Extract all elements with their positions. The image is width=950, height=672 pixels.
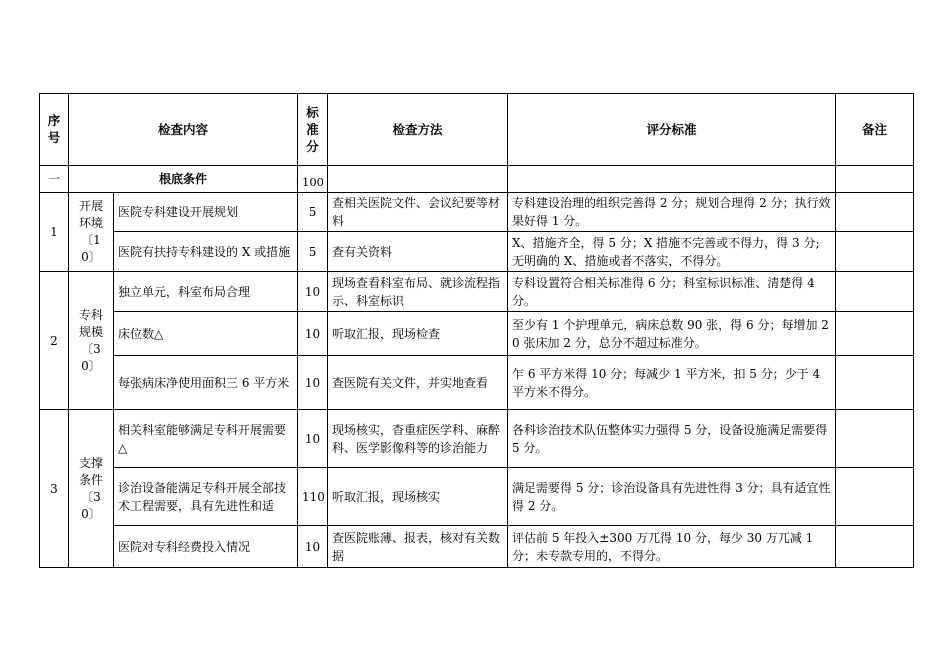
item-score: 10 <box>298 410 328 468</box>
item-note <box>836 468 914 526</box>
item-method: 查医院有关文件，并实地查看 <box>328 356 508 410</box>
item-method: 现场查看科室布局、就诊流程指示、科室标识 <box>328 272 508 312</box>
base-seq: 一 <box>40 166 69 193</box>
item-score: 5 <box>298 232 328 272</box>
table-row <box>40 356 914 410</box>
table-row <box>40 312 914 356</box>
item-score: 10 <box>298 526 328 568</box>
group-category: 专科规模〔30〕 <box>69 272 114 410</box>
item-criteria: 满足需要得 5 分；诊治设备具有先进性得 3 分；具有适宜性得 2 分。 <box>508 468 836 526</box>
group-seq: 3 <box>40 410 69 568</box>
item-text: 床位数△ <box>114 312 298 356</box>
base-title: 根底条件 <box>69 166 298 193</box>
item-criteria: 至少有 1 个护理单元，病床总数 90 张，得 6 分；每增加 20 张床加 2 分，总分不超过标准分。 <box>508 312 836 356</box>
item-method: 查有关资料 <box>328 232 508 272</box>
item-score: 5 <box>298 193 328 232</box>
table-row <box>40 526 914 568</box>
item-note <box>836 526 914 568</box>
evaluation-table <box>39 93 914 568</box>
item-criteria: 评估前 5 年投入±300 万兀得 10 分，每少 30 万兀减 1 分；未专款专用的，不得分。 <box>508 526 836 568</box>
item-text: 医院对专科经费投入情况 <box>114 526 298 568</box>
table-row <box>40 410 914 468</box>
item-criteria: X、措施齐全，得 5 分；X 措施不完善或不得力，得 3 分;无明确的 X、措施或者不落实，不得分。 <box>508 232 836 272</box>
header-content: 检查内容 <box>69 94 298 166</box>
item-criteria: 专科建设治理的组织完善得 2 分；规划合理得 2 分；执行效果好得 1 分。 <box>508 193 836 232</box>
item-note <box>836 356 914 410</box>
table-row <box>40 272 914 312</box>
header-note: 备注 <box>836 94 914 166</box>
item-text: 诊治设备能满足专科开展全部技术工程需要，具有先进性和适 <box>114 468 298 526</box>
header-criteria: 评分标准 <box>508 94 836 166</box>
base-row <box>40 166 914 193</box>
item-method: 查相关医院文件、会议纪要等材料 <box>328 193 508 232</box>
header-score: 标准分 <box>298 94 328 166</box>
item-text: 医院专科建设开展规划 <box>114 193 298 232</box>
item-text: 独立单元，科室布局合理 <box>114 272 298 312</box>
base-score: 100 <box>298 166 328 193</box>
item-note <box>836 312 914 356</box>
base-criteria <box>508 166 836 193</box>
item-method: 听取汇报，现场检查 <box>328 312 508 356</box>
group-category: 支撑条件〔30〕 <box>69 410 114 568</box>
item-text: 医院有扶持专科建设的 X 或措施 <box>114 232 298 272</box>
group-category: 开展环境〔10〕 <box>69 193 114 272</box>
group-seq: 1 <box>40 193 69 272</box>
item-criteria: 专科设置符合相关标准得 6 分；科室标识标准、清楚得 4 分。 <box>508 272 836 312</box>
group-seq: 2 <box>40 272 69 410</box>
item-method: 查医院账薄、报表，核对有关数据 <box>328 526 508 568</box>
table-row <box>40 193 914 232</box>
item-note <box>836 272 914 312</box>
item-note <box>836 232 914 272</box>
item-score: 10 <box>298 272 328 312</box>
header-method: 检查方法 <box>328 94 508 166</box>
item-text: 每张病床净使用面积三 6 平方米 <box>114 356 298 410</box>
base-method <box>328 166 508 193</box>
item-score: 10 <box>298 312 328 356</box>
item-score: 10 <box>298 356 328 410</box>
table-row <box>40 468 914 526</box>
item-method: 现场核实，杳重症医学科、麻醉科、医学影像科等的诊治能力 <box>328 410 508 468</box>
header-row <box>40 94 914 166</box>
item-criteria: 各科诊治技术队伍整体实力强得 5 分，设备设施满足需要得 5 分。 <box>508 410 836 468</box>
item-text: 相关科室能够满足专科开展需要△ <box>114 410 298 468</box>
item-criteria: 乍 6 平方米得 10 分；每减少 1 平方米，扣 5 分；少于 4 平方米不得分。 <box>508 356 836 410</box>
table-row <box>40 232 914 272</box>
base-note <box>836 166 914 193</box>
item-score: 110 <box>298 468 328 526</box>
item-note <box>836 410 914 468</box>
item-note <box>836 193 914 232</box>
header-seq: 序号 <box>40 94 69 166</box>
item-method: 听取汇报，现场核实 <box>328 468 508 526</box>
